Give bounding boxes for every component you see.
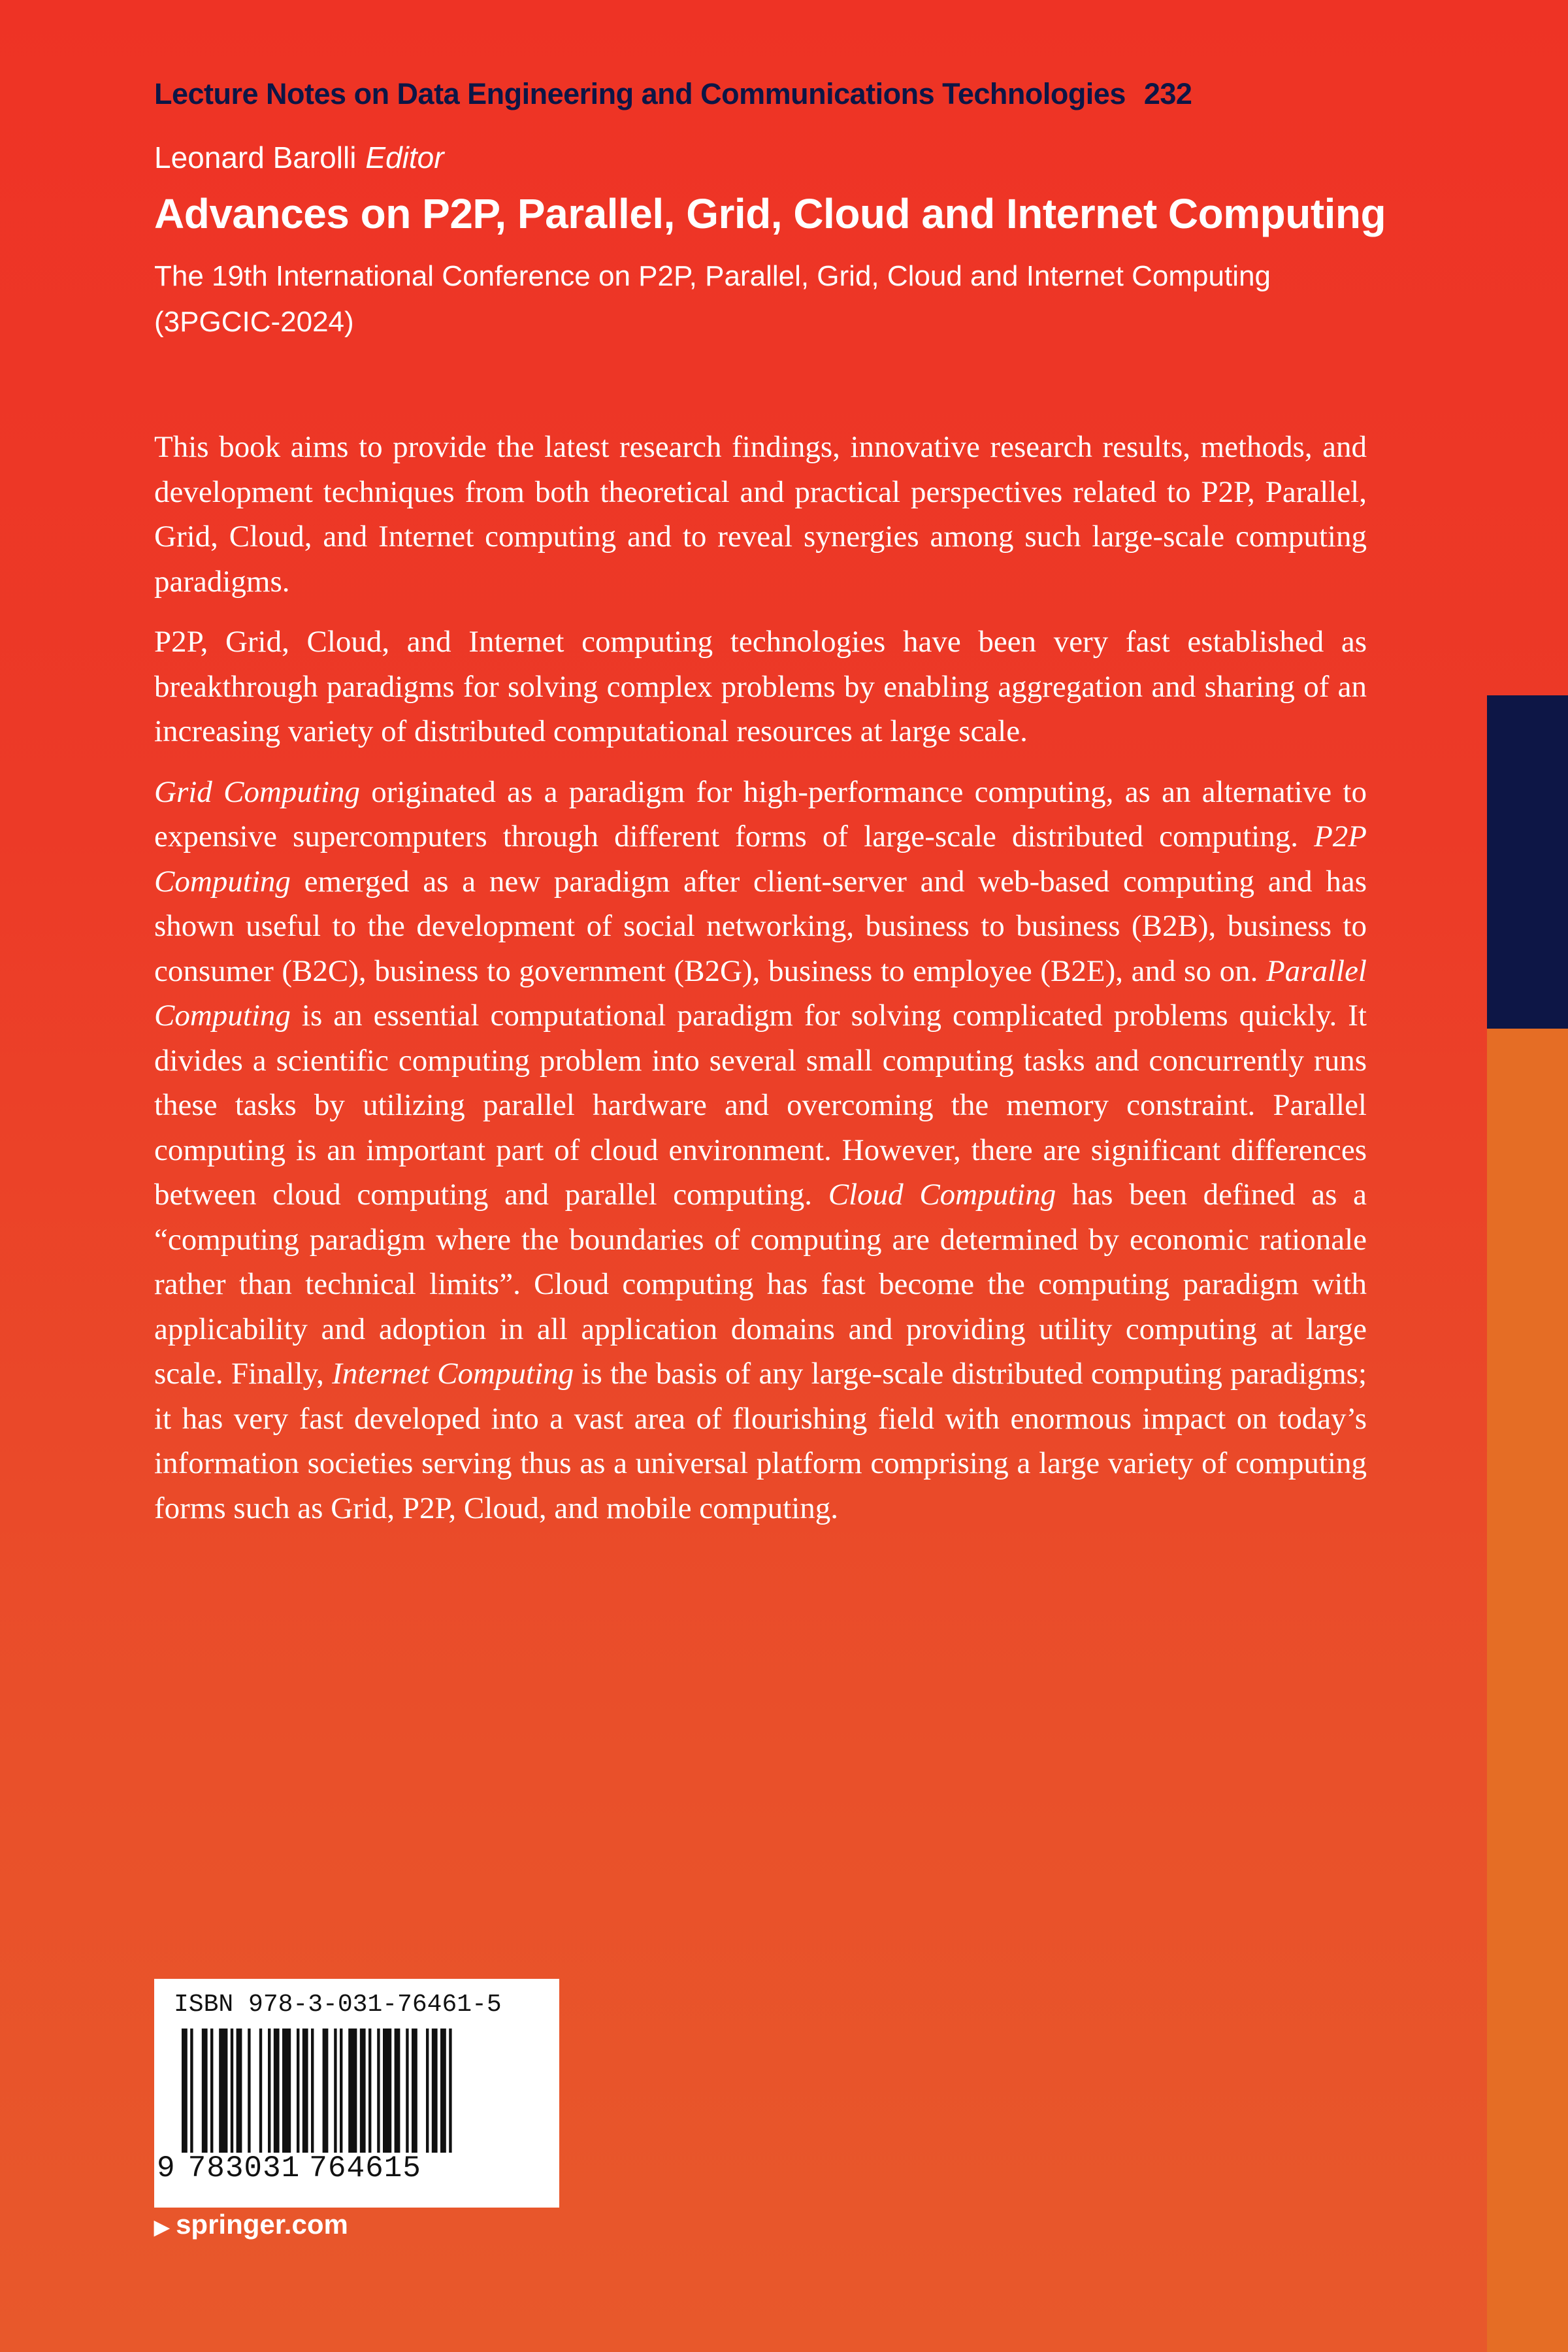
- blurb-text-segment: emerged as a new paradigm after client-server and web-based computing and has shown useful to the development of social networking, business to business (B2B), business to consumer (B2C), business to government (B2G), business to employee (B2E), and so on.: [154, 864, 1367, 988]
- blurb: [154, 425, 1367, 1546]
- cover-header: [154, 77, 1396, 345]
- barcode-bar: [395, 2029, 400, 2153]
- book-subtitle: The 19th International Conference on P2P, Parallel, Grid, Cloud and Internet Computing (3PGCIC-2024): [154, 260, 1271, 338]
- isbn-number: ISBN 978-3-031-76461-5: [174, 1991, 502, 2019]
- series-number: 232: [1143, 77, 1192, 110]
- barcode-bar: [340, 2029, 342, 2153]
- side-bar-orange: [1487, 1029, 1568, 2352]
- term-p2p-computing: P2P Computing: [154, 820, 1367, 899]
- blurb-paragraph-2: P2P, Grid, Cloud, and Internet computing technologies have been very fast established as breakthrough paradigms for solving complex problems by enabling aggregation and sharing of an increasing variety of distributed computational resources at large scale.: [154, 625, 1367, 748]
- term-cloud-computing: Cloud Computing: [828, 1178, 1056, 1212]
- barcode-bar: [348, 2029, 357, 2153]
- barcode-digit-first: 9: [157, 2151, 175, 2185]
- barcode-bar: [219, 2029, 227, 2153]
- barcode-bar: [383, 2029, 391, 2153]
- editor-role: Editor: [365, 141, 444, 174]
- barcode-bar: [210, 2029, 213, 2153]
- series-line: [154, 77, 1396, 111]
- barcode-bar: [248, 2029, 250, 2153]
- barcode-bar: [190, 2029, 193, 2153]
- term-internet-computing: Internet Computing: [332, 1357, 574, 1391]
- barcode-bar: [231, 2029, 233, 2153]
- barcode-bars: [182, 2029, 541, 2153]
- blurb-paragraph-1: This book aims to provide the latest research findings, innovative research results, methods, and development techniques from both theoretical and practical perspectives related to P2P, Parallel, Grid, Cloud, and Internet computing and to reveal synergies among such large-scale computing paradigms.: [154, 430, 1367, 599]
- barcode-bar: [368, 2029, 371, 2153]
- barcode-bar: [440, 2029, 446, 2153]
- barcode-bar: [377, 2029, 380, 2153]
- blurb-text-segment: originated as a paradigm for high-performance computing, as an alternative to expensive supercomputers through different forms of large-scale distributed computing.: [154, 774, 1367, 853]
- barcode-bar: [311, 2029, 314, 2153]
- publisher-url: springer.com: [176, 2209, 348, 2240]
- barcode-bar: [297, 2029, 299, 2153]
- barcode-bar: [259, 2029, 262, 2153]
- barcode-bar: [202, 2029, 208, 2153]
- isbn-barcode: [154, 1979, 559, 2208]
- series-title: Lecture Notes on Data Engineering and Communications Technologies: [154, 77, 1126, 110]
- barcode-bar: [406, 2029, 408, 2153]
- barcode-bar: [237, 2029, 242, 2153]
- barcode-bar: [449, 2029, 451, 2153]
- barcode-bar: [302, 2029, 308, 2153]
- blurb-text-segment: is an essential computational paradigm for solving complicated problems quickly. It divides a scientific computing problem into several small computing tasks and concurrently runs these tasks by utilizing parallel hardware and overcoming the memory constraint. Parallel computing is an important part of cloud environment. However, there are significant differences between cloud computing and parallel computing.: [154, 999, 1367, 1212]
- barcode-bar: [412, 2029, 417, 2153]
- barcode-bar: [274, 2029, 280, 2153]
- barcode-bar: [360, 2029, 366, 2153]
- barcode-bar: [282, 2029, 291, 2153]
- barcode-digits-right: 764615: [309, 2151, 421, 2185]
- book-title: Advances on P2P, Parallel, Grid, Cloud and Internet Computing: [154, 190, 1386, 237]
- term-parallel-computing: Parallel Computing: [154, 953, 1367, 1033]
- editor-line: [154, 140, 1396, 175]
- editor-name: Leonard Barolli: [154, 141, 357, 174]
- barcode-bar: [268, 2029, 270, 2153]
- barcode-bar: [323, 2029, 329, 2153]
- term-grid-computing: Grid Computing: [154, 774, 360, 809]
- blurb-text-segment: is the basis of any large-scale distributed computing paradigms; it has very fast developed into a vast area of flourishing field with enormous impact on today’s information societies serving thus as a universal platform comprising a large variety of computing forms such as Grid, P2P, Cloud, and mobile computing.: [154, 1357, 1367, 1525]
- publisher-link[interactable]: [154, 2209, 348, 2240]
- barcode-bar: [182, 2029, 188, 2153]
- blurb-text-segment: has been defined as a “computing paradigm where the boundaries of computing are determined by economic rationale rather than technical limits”. Cloud computing has fast become the computing paradigm with applicability and adoption in all application domains and providing utility computing at large scale. Finally,: [154, 1178, 1367, 1391]
- triangle-arrow-icon: ▶: [154, 2217, 170, 2238]
- barcode-bar: [432, 2029, 438, 2153]
- blurb-paragraph-3: [154, 770, 1367, 1531]
- side-bar-navy: [1487, 695, 1568, 1029]
- barcode-digits: [157, 2151, 421, 2185]
- barcode-bar: [334, 2029, 336, 2153]
- barcode-bar: [426, 2029, 429, 2153]
- barcode-digits-left: 783031: [188, 2151, 301, 2185]
